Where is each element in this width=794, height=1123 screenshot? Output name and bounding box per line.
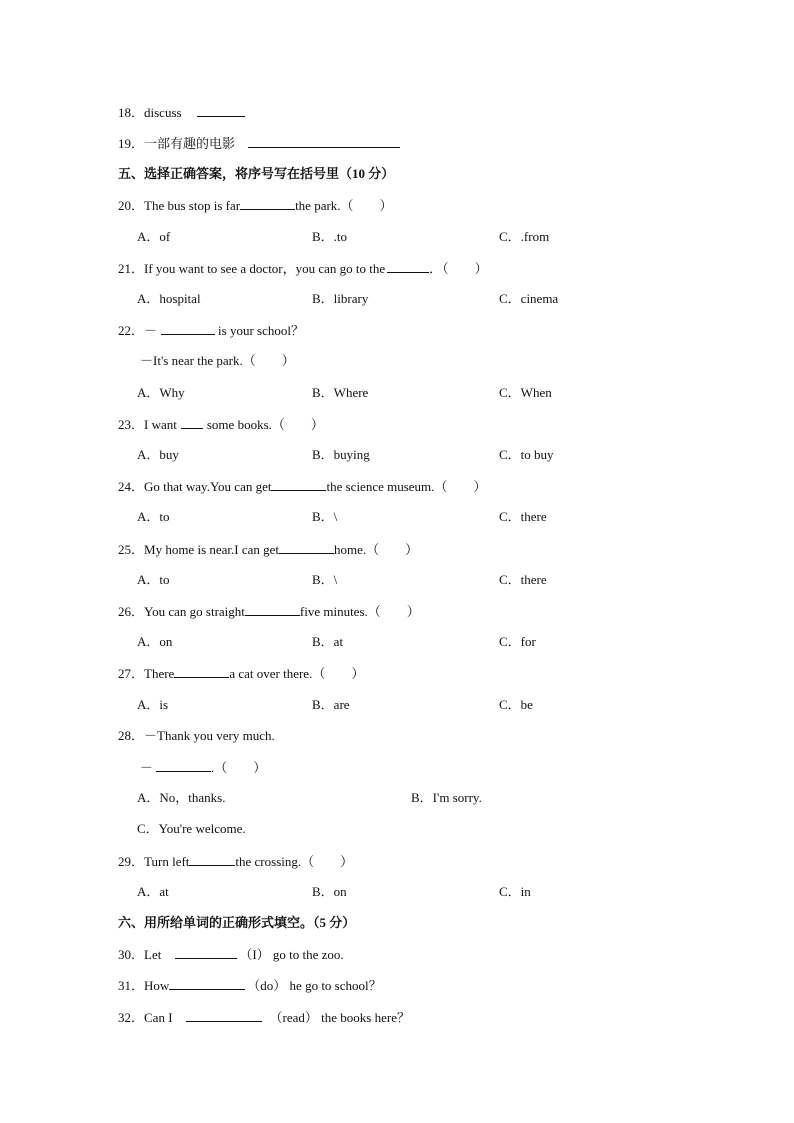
- option-c[interactable]: C．When: [499, 385, 552, 400]
- question-28: 28．－Thank you very much.: [118, 728, 275, 743]
- answer-blank[interactable]: [245, 603, 300, 616]
- answer-blank[interactable]: [248, 135, 400, 148]
- question-29: 29．Turn left the crossing.（ ）: [118, 854, 354, 869]
- answer-blank[interactable]: [387, 260, 429, 273]
- option-a[interactable]: A．buy: [137, 447, 179, 462]
- question-18: 18．discuss: [118, 104, 245, 121]
- question-21: 21．If you want to see a doctor，you can go to the ．（ ）: [118, 261, 488, 276]
- option-c[interactable]: C．to buy: [499, 447, 554, 462]
- option-a[interactable]: A．at: [137, 884, 169, 899]
- question-22-reply: －It's near the park.（ ）: [140, 353, 295, 368]
- option-b[interactable]: B．buying: [312, 447, 370, 462]
- option-c[interactable]: C．cinema: [499, 291, 559, 306]
- option-a[interactable]: A．to: [137, 572, 170, 587]
- option-c[interactable]: C．there: [499, 572, 547, 587]
- answer-blank[interactable]: [186, 1009, 262, 1022]
- option-a[interactable]: A．of: [137, 229, 171, 244]
- answer-blank[interactable]: [181, 416, 203, 429]
- answer-blank[interactable]: [189, 853, 235, 866]
- option-a[interactable]: A．to: [137, 509, 170, 524]
- answer-blank[interactable]: [197, 104, 245, 117]
- answer-blank[interactable]: [169, 977, 245, 990]
- answer-blank[interactable]: [175, 946, 237, 959]
- option-c[interactable]: C．be: [499, 697, 533, 712]
- option-b[interactable]: B．\: [312, 572, 338, 587]
- option-a[interactable]: A．hospital: [137, 291, 201, 306]
- question-32: 32．Can I （read） the books here？: [118, 1010, 410, 1025]
- option-b[interactable]: B．on: [312, 884, 347, 899]
- question-20: 20．The bus stop is far the park.（ ）: [118, 198, 393, 213]
- option-b[interactable]: B．library: [312, 291, 369, 306]
- option-b[interactable]: B．.to: [312, 229, 348, 244]
- answer-blank[interactable]: [174, 665, 229, 678]
- option-a[interactable]: A．Why: [137, 385, 185, 400]
- question-25: 25．My home is near.I can get home.（ ）: [118, 542, 419, 557]
- question-30: 30．Let （I） go to the zoo.: [118, 947, 344, 962]
- option-b[interactable]: B．at: [312, 634, 344, 649]
- answer-blank[interactable]: [240, 197, 295, 210]
- option-a[interactable]: A．is: [137, 697, 169, 712]
- option-a[interactable]: A．on: [137, 634, 173, 649]
- option-c[interactable]: C．there: [499, 509, 547, 524]
- question-24: 24．Go that way.You can get the science museum.（ ）: [118, 479, 487, 494]
- question-28-reply: － .（ ）: [140, 760, 267, 775]
- question-22: 22．－ is your school？: [118, 323, 304, 338]
- question-26: 26．You can go straight five minutes.（ ）: [118, 604, 420, 619]
- question-31: 31．How （do） he go to school？: [118, 978, 382, 993]
- answer-blank[interactable]: [279, 541, 334, 554]
- option-a[interactable]: A．No，thanks.: [137, 790, 226, 805]
- question-19: 19．一部有趣的电影: [118, 135, 400, 152]
- answer-blank[interactable]: [161, 322, 215, 335]
- option-b[interactable]: B．are: [312, 697, 350, 712]
- section-6-title: 六、用所给单词的正确形式填空。（5 分）: [118, 915, 356, 930]
- question-27: 27．There a cat over there.（ ）: [118, 666, 365, 681]
- option-c[interactable]: C．for: [499, 634, 536, 649]
- section-5-title: 五、选择正确答案，将序号写在括号里（10 分）: [118, 166, 395, 181]
- option-b[interactable]: B．Where: [312, 385, 369, 400]
- question-23: 23．I want some books.（ ）: [118, 417, 324, 432]
- option-b[interactable]: B．I'm sorry.: [411, 790, 482, 805]
- option-c[interactable]: C．in: [499, 884, 531, 899]
- option-c[interactable]: C．.from: [499, 229, 550, 244]
- answer-blank[interactable]: [271, 478, 326, 491]
- option-b[interactable]: B．\: [312, 509, 338, 524]
- option-c[interactable]: C．You're welcome.: [137, 821, 246, 836]
- answer-blank[interactable]: [156, 759, 211, 772]
